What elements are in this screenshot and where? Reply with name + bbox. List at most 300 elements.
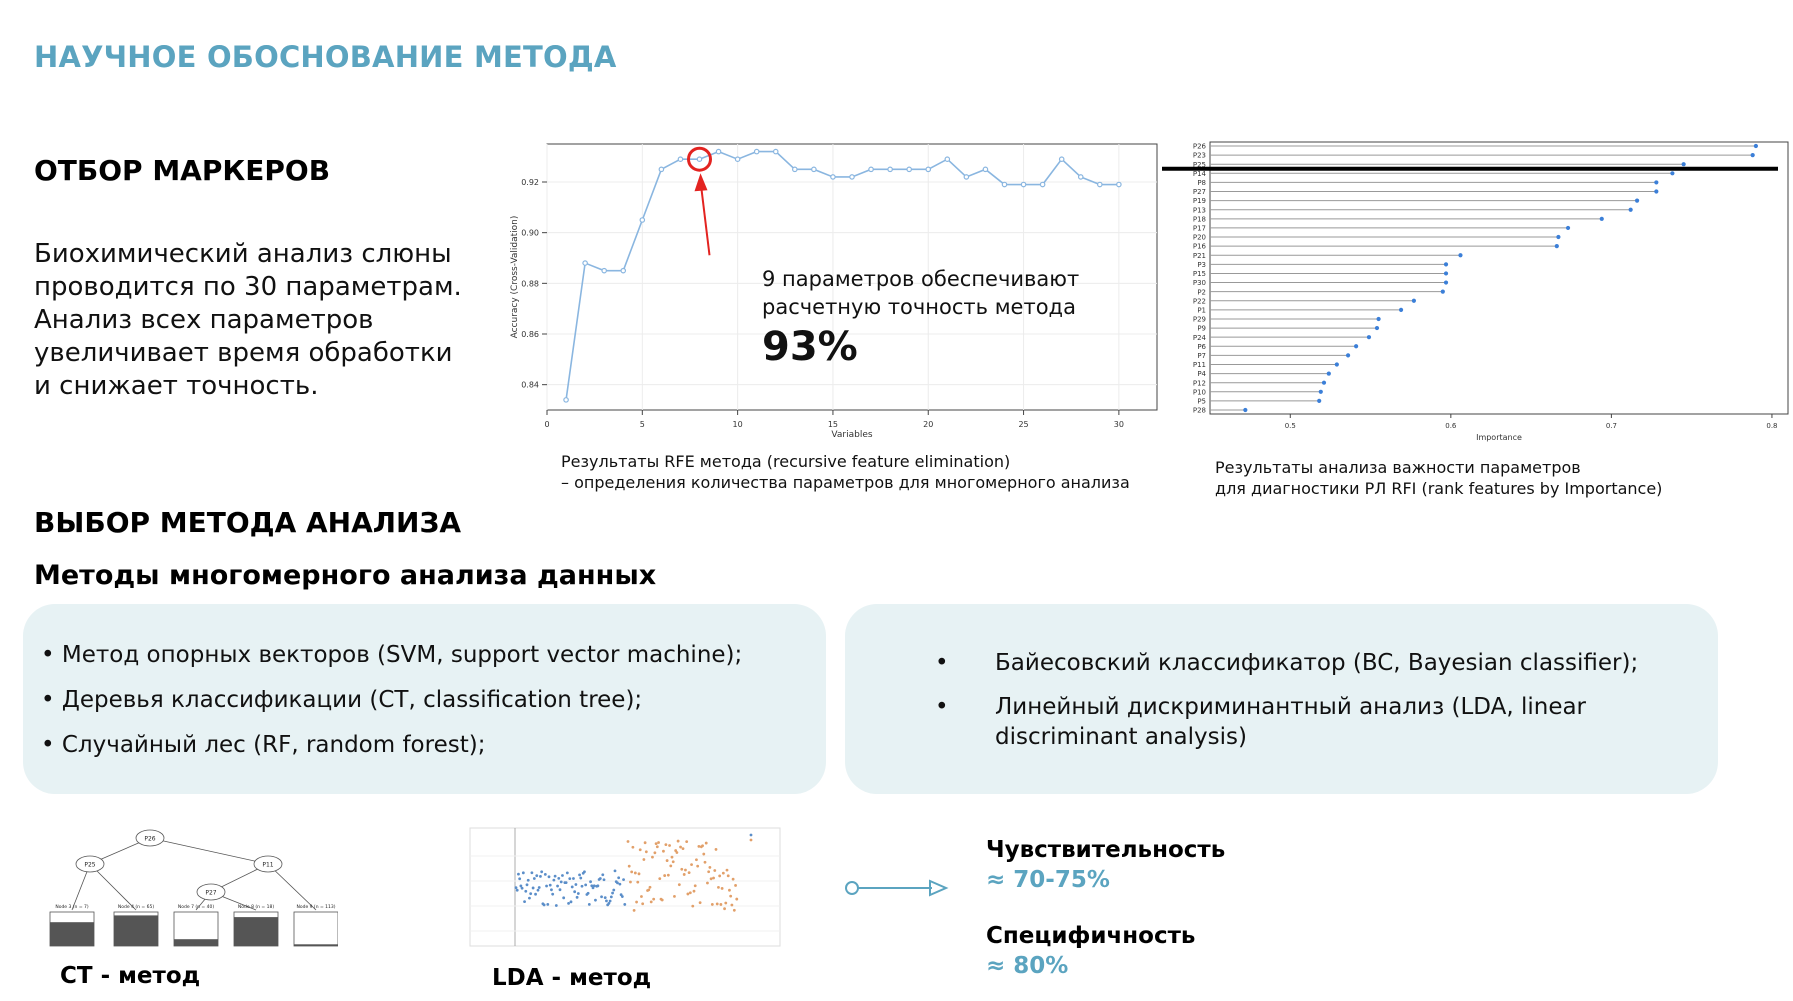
data-point <box>888 167 892 171</box>
scatter-point <box>562 896 565 899</box>
scatter-point <box>621 895 624 898</box>
scatter-point <box>584 883 587 886</box>
data-point <box>716 149 720 153</box>
scatter-point <box>539 875 542 878</box>
scatter-point <box>566 871 569 874</box>
scatter-point <box>549 884 552 887</box>
category-label: P16 <box>1192 242 1206 251</box>
scatter-point <box>587 892 590 895</box>
results-block <box>986 837 1225 979</box>
scatter-point <box>583 870 586 873</box>
category-label: P11 <box>1192 361 1206 370</box>
scatter-point <box>718 875 721 878</box>
rfe-caption <box>561 451 1130 493</box>
category-label: P21 <box>1192 251 1206 260</box>
scatter-point <box>545 885 548 888</box>
scatter-point <box>655 842 658 845</box>
scatter-point <box>530 871 533 874</box>
y-tick-label: 0.92 <box>521 178 539 187</box>
scatter-point <box>645 850 648 853</box>
scatter-point <box>552 879 555 882</box>
category-label: P30 <box>1192 279 1206 288</box>
methods-list-left <box>23 604 826 760</box>
data-point <box>1098 182 1102 186</box>
intro-line: Биохимический анализ слюны <box>34 239 452 269</box>
scatter-point <box>707 870 710 873</box>
data-point <box>640 218 644 222</box>
scatter-point <box>694 884 697 887</box>
scatter-point <box>628 865 631 868</box>
scatter-point <box>540 870 543 873</box>
scatter-point <box>557 877 560 880</box>
scatter-point <box>518 877 521 880</box>
caption-line: Результаты RFE метода (recursive feature elimination) <box>561 452 1011 471</box>
tree-leaf-bar <box>50 922 94 946</box>
data-point <box>1002 182 1006 186</box>
tree-node-label: P11 <box>262 861 274 869</box>
lollipop-dot <box>1335 362 1339 366</box>
list-item: • Случайный лес (RF, random forest); <box>41 732 486 758</box>
scatter-point <box>672 860 675 863</box>
tree-node-label: P26 <box>144 835 156 843</box>
scatter-point <box>671 856 674 859</box>
scatter-point <box>527 879 530 882</box>
data-point <box>869 167 873 171</box>
scatter-point <box>639 848 642 851</box>
x-tick-label: 0 <box>544 420 550 429</box>
data-point <box>793 167 797 171</box>
data-point <box>1040 182 1044 186</box>
scatter-point <box>601 873 604 876</box>
lollipop-dot <box>1317 399 1321 403</box>
data-point <box>621 268 625 272</box>
lollipop-dot <box>1354 344 1358 348</box>
category-label: P18 <box>1192 215 1206 224</box>
scatter-point <box>524 890 527 893</box>
intro-line: Анализ всех параметров <box>34 305 374 335</box>
scatter-point <box>667 874 670 877</box>
scatter-point <box>701 844 704 847</box>
tree-leaf-bar <box>294 944 338 946</box>
scatter-point <box>605 900 608 903</box>
intro-line: и снижает точность. <box>34 371 319 401</box>
scatter-point <box>573 890 576 893</box>
tree-leaf-bar <box>234 917 278 946</box>
scatter-point <box>697 845 700 848</box>
scatter-point <box>546 903 549 906</box>
scatter-point <box>704 861 707 864</box>
category-label: P5 <box>1197 397 1206 406</box>
scatter-point <box>711 903 714 906</box>
scatter-point <box>603 878 606 881</box>
scatter-point <box>535 874 538 877</box>
callout-line: 9 параметров обеспечивают <box>762 267 1080 291</box>
data-point <box>926 167 930 171</box>
lollipop-dot <box>1600 217 1604 221</box>
scatter-point <box>593 884 596 887</box>
category-label: P23 <box>1192 151 1206 160</box>
scatter-point <box>614 869 617 872</box>
scatter-point <box>710 877 713 880</box>
scatter-point <box>717 886 720 889</box>
scatter-point <box>559 888 562 891</box>
list-item-text: Линейный дискриминантный анализ (LDA, linear discriminant analysis) <box>995 694 1587 750</box>
specificity-value: ≈ 80% <box>986 953 1069 979</box>
category-label: P6 <box>1197 342 1206 351</box>
scatter-point <box>640 895 643 898</box>
lollipop-dot <box>1682 162 1686 166</box>
scatter-point <box>662 850 665 853</box>
scatter-point <box>600 895 603 898</box>
scatter-point <box>649 886 652 889</box>
scatter-point <box>523 900 526 903</box>
lollipop-dot <box>1441 290 1445 294</box>
scatter-point <box>517 873 520 876</box>
scatter-point <box>683 873 686 876</box>
data-point <box>945 157 949 161</box>
scatter-point <box>684 869 687 872</box>
scatter-point <box>733 909 736 912</box>
scatter-point <box>548 875 551 878</box>
x-axis-label: Variables <box>831 430 873 440</box>
scatter-point <box>642 858 645 861</box>
scatter-point <box>730 904 733 907</box>
scatter-point <box>647 888 650 891</box>
method-choice-heading: ВЫБОР МЕТОДА АНАЛИЗА <box>34 506 462 539</box>
classification-tree-figure <box>28 824 338 949</box>
scatter-point <box>695 858 698 861</box>
accuracy-callout <box>762 265 1079 373</box>
scatter-point <box>629 881 632 884</box>
scatter-point <box>732 878 735 881</box>
category-label: P7 <box>1197 351 1206 360</box>
category-label: P20 <box>1192 233 1206 242</box>
scatter-point <box>565 881 568 884</box>
scatter-point <box>696 865 699 868</box>
scatter-point <box>693 890 696 893</box>
y-tick-label: 0.90 <box>521 228 539 238</box>
lollipop-dot <box>1754 144 1758 148</box>
category-label: P4 <box>1197 370 1206 379</box>
data-point <box>812 167 816 171</box>
data-point <box>850 175 854 179</box>
lollipop-dot <box>1458 253 1462 257</box>
scatter-point <box>617 876 620 879</box>
x-tick-label: 30 <box>1113 420 1124 429</box>
data-point <box>602 268 606 272</box>
scatter-point <box>533 877 536 880</box>
scatter-point <box>612 889 615 892</box>
category-label: P17 <box>1192 224 1206 233</box>
scatter-point <box>675 851 678 854</box>
scatter-point <box>610 896 613 899</box>
category-label: P12 <box>1192 379 1206 388</box>
scatter-point <box>664 843 667 846</box>
scatter-point <box>609 900 612 903</box>
scatter-point <box>607 902 610 905</box>
y-tick-label: 0.86 <box>521 330 539 339</box>
data-point <box>583 261 587 265</box>
caption-line: для диагностики РЛ RFI (rank features by Importance) <box>1215 479 1663 498</box>
scatter-point <box>522 871 525 874</box>
legend-marker <box>750 834 753 837</box>
intro-line: увеличивает время обработки <box>34 338 453 368</box>
x-axis-label: Importance <box>1476 433 1522 442</box>
list-bullet: • <box>935 650 949 676</box>
scatter-point <box>650 900 653 903</box>
scatter-point <box>588 903 591 906</box>
scatter-point <box>604 896 607 899</box>
scatter-point <box>734 884 737 887</box>
scatter-point <box>691 905 694 908</box>
x-tick-label: 25 <box>1018 420 1029 429</box>
data-point <box>735 157 739 161</box>
scatter-point <box>708 866 711 869</box>
scatter-point <box>567 902 570 905</box>
category-label: P22 <box>1192 297 1206 306</box>
specificity-label: Специфичность <box>986 923 1196 949</box>
lollipop-dot <box>1629 208 1633 212</box>
scatter-point <box>663 874 666 877</box>
callout-line: расчетную точность метода <box>762 295 1076 319</box>
rfi-chart <box>1160 138 1790 448</box>
scatter-point <box>630 870 633 873</box>
result-arrow-icon <box>842 876 952 900</box>
scatter-point <box>550 888 553 891</box>
tree-leaf-label: Node 3 (n = 7) <box>55 905 89 910</box>
scatter-point <box>571 886 574 889</box>
scatter-point <box>652 898 655 901</box>
tree-leaf-box <box>294 912 338 946</box>
scatter-point <box>715 848 718 851</box>
lollipop-dot <box>1375 326 1379 330</box>
methods-list-right <box>845 604 1718 752</box>
y-tick-label: 0.84 <box>521 380 539 390</box>
scatter-point <box>685 840 688 843</box>
data-point <box>774 149 778 153</box>
scatter-point <box>724 902 727 905</box>
scatter-point <box>723 907 726 910</box>
scatter-point <box>579 877 582 880</box>
scatter-point <box>551 893 554 896</box>
scatter-point <box>656 845 659 848</box>
lollipop-dot <box>1412 299 1416 303</box>
category-label: P8 <box>1197 179 1206 188</box>
scatter-point <box>596 884 599 887</box>
scatter-point <box>719 903 722 906</box>
scatter-point <box>537 889 540 892</box>
category-label: P10 <box>1192 388 1206 397</box>
scatter-point <box>574 883 577 886</box>
scatter-point <box>680 868 683 871</box>
scatter-point <box>633 909 636 912</box>
scatter-point <box>702 853 705 856</box>
scatter-point <box>668 844 671 847</box>
lollipop-dot <box>1376 317 1380 321</box>
scatter-point <box>578 873 581 876</box>
category-label: P3 <box>1197 260 1206 269</box>
category-label: P29 <box>1192 315 1206 324</box>
data-point <box>564 398 568 402</box>
lollipop-dot <box>1399 308 1403 312</box>
scatter-point <box>658 877 661 880</box>
category-label: P26 <box>1192 142 1206 151</box>
data-point <box>678 157 682 161</box>
scatter-point <box>712 877 715 880</box>
category-label: P14 <box>1192 169 1206 178</box>
lda-method-label: LDA - метод <box>492 965 652 991</box>
scatter-point <box>661 899 664 902</box>
scatter-point <box>594 899 597 902</box>
scatter-point <box>726 869 729 872</box>
scatter-point <box>727 874 730 877</box>
scatter-point <box>688 871 691 874</box>
category-label: P13 <box>1192 206 1206 215</box>
data-point <box>754 149 758 153</box>
rfi-caption <box>1215 457 1662 499</box>
scatter-point <box>516 889 519 892</box>
category-label: P1 <box>1197 306 1206 315</box>
scatter-point <box>576 896 579 899</box>
data-point <box>983 167 987 171</box>
list-item: • Метод опорных векторов (SVM, support vector machine); <box>41 642 743 668</box>
scatter-point <box>622 878 625 881</box>
scatter-point <box>686 893 689 896</box>
methods-card-left <box>23 604 826 794</box>
tree-leaf-label: Node 7 (n = 40) <box>177 905 215 910</box>
caption-line: – определения количества параметров для многомерного анализа <box>561 473 1130 492</box>
scatter-point <box>627 840 630 843</box>
scatter-point <box>728 889 731 892</box>
data-point <box>831 175 835 179</box>
tree-leaf-label: Node 9 (n = 113) <box>296 905 336 910</box>
scatter-point <box>638 872 641 875</box>
data-point <box>907 167 911 171</box>
tree-node-label: P27 <box>205 889 217 897</box>
lollipop-dot <box>1555 244 1559 248</box>
lollipop-dot <box>1367 335 1371 339</box>
scatter-point <box>729 895 732 898</box>
scatter-point <box>528 897 531 900</box>
scatter-point <box>635 901 638 904</box>
scatter-point <box>713 869 716 872</box>
scatter-point <box>581 885 584 888</box>
lda-scatter-figure <box>468 826 798 951</box>
data-point <box>659 167 663 171</box>
scatter-point <box>589 880 592 883</box>
category-label: P25 <box>1192 160 1206 169</box>
scatter-point <box>568 877 571 880</box>
x-tick-label: 5 <box>639 420 645 429</box>
marker-selection-heading: ОТБОР МАРКЕРОВ <box>34 154 331 187</box>
accuracy-value: 93% <box>762 324 858 370</box>
lollipop-dot <box>1635 199 1639 203</box>
scatter-point <box>689 891 692 894</box>
scatter-point <box>526 883 529 886</box>
list-item <box>871 648 1688 678</box>
intro-paragraph <box>34 238 494 403</box>
scatter-point <box>666 859 669 862</box>
tree-leaf-bar <box>174 939 218 946</box>
scatter-point <box>644 841 647 844</box>
scatter-point <box>570 900 573 903</box>
scatter-point <box>611 892 614 895</box>
scatter-point <box>618 883 621 886</box>
lollipop-dot <box>1444 280 1448 284</box>
category-label: P19 <box>1192 197 1206 206</box>
scatter-point <box>682 847 685 850</box>
scatter-point <box>706 882 709 885</box>
scatter-point <box>616 881 619 884</box>
x-tick-label: 15 <box>827 420 839 429</box>
y-tick-label: 0.88 <box>521 279 539 289</box>
scatter-point <box>690 863 693 866</box>
y-axis-label: Accuracy (Cross-Validation) <box>510 215 520 339</box>
x-tick-label: 0.6 <box>1445 422 1457 430</box>
lollipop-dot <box>1654 189 1658 193</box>
tree-edge <box>150 838 268 864</box>
category-label: P2 <box>1197 288 1206 297</box>
tree-node-label: P25 <box>84 861 96 869</box>
scatter-point <box>673 895 676 898</box>
lollipop-dot <box>1751 153 1755 157</box>
scatter-point <box>544 873 547 876</box>
scatter-point <box>669 864 672 867</box>
x-tick-label: 0.8 <box>1766 422 1778 430</box>
lollipop-dot <box>1556 235 1560 239</box>
data-point <box>697 157 701 161</box>
category-label: P24 <box>1192 333 1206 342</box>
lollipop-dot <box>1654 180 1658 184</box>
scatter-point <box>641 902 644 905</box>
ct-method-label: CT - метод <box>60 963 201 989</box>
list-bullet: • <box>935 694 949 720</box>
scatter-point <box>555 904 558 907</box>
x-tick-label: 20 <box>923 420 934 429</box>
scatter-point <box>634 872 637 875</box>
category-label: P9 <box>1197 324 1206 333</box>
scatter-point <box>554 875 557 878</box>
tree-leaf-label: Node 4 (n = 65) <box>117 905 155 910</box>
scatter-point <box>599 877 602 880</box>
scatter-point <box>623 903 626 906</box>
category-label: P28 <box>1192 406 1206 415</box>
scatter-point <box>631 846 634 849</box>
lollipop-dot <box>1243 408 1247 412</box>
category-label: P15 <box>1192 270 1206 279</box>
scatter-point <box>515 886 518 889</box>
data-point <box>1059 157 1063 161</box>
scatter-point <box>705 842 708 845</box>
scatter-point <box>653 851 656 854</box>
scatter-point <box>677 840 680 843</box>
lollipop-dot <box>1322 381 1326 385</box>
lollipop-dot <box>1444 262 1448 266</box>
tree-leaf-label: Node 8 (n = 18) <box>237 905 275 910</box>
data-point <box>964 175 968 179</box>
methods-card-right <box>845 604 1718 794</box>
scatter-point <box>561 874 564 877</box>
x-tick-label: 0.5 <box>1284 422 1296 430</box>
caption-line: Результаты анализа важности параметров <box>1215 458 1581 477</box>
intro-line: проводится по 30 параметрам. <box>34 272 462 302</box>
tree-leaf-bar <box>114 915 158 946</box>
lollipop-dot <box>1566 226 1570 230</box>
sensitivity-value: ≈ 70-75% <box>986 867 1110 893</box>
list-item <box>871 692 1688 752</box>
scatter-point <box>721 887 724 890</box>
scatter-point <box>556 885 559 888</box>
